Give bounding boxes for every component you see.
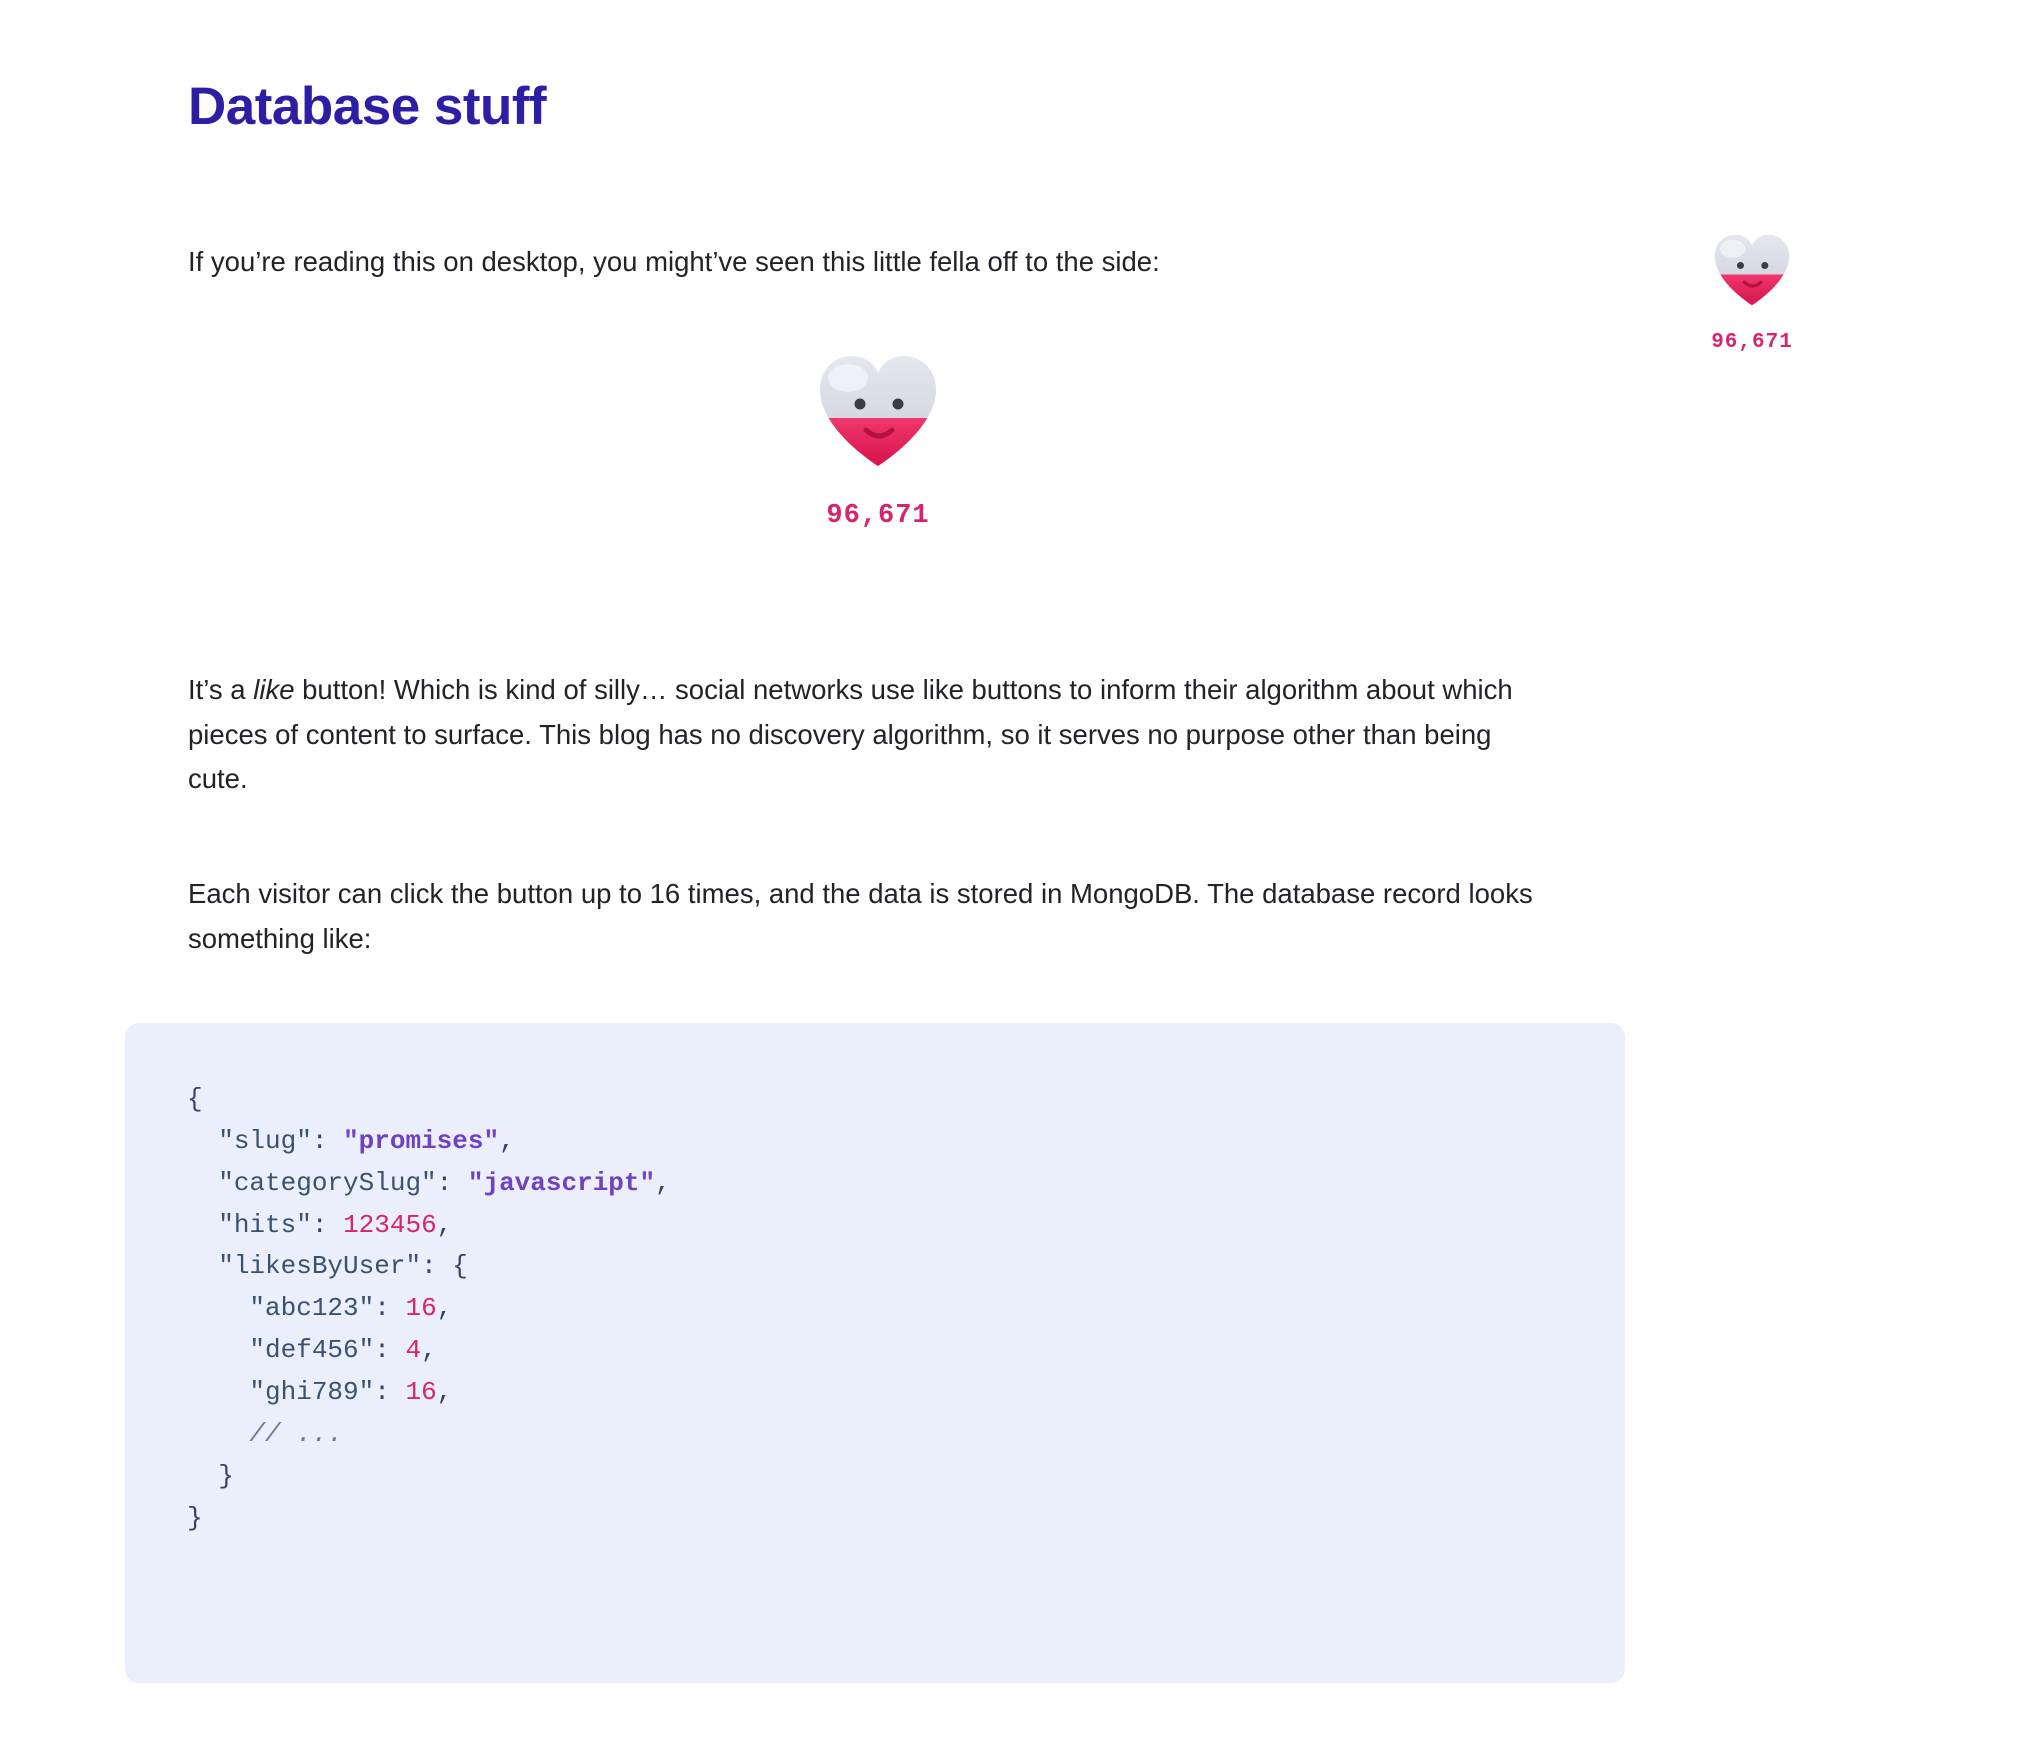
code-token-close-brace-inner: } [218,1460,234,1491]
like-count: 96,671 [826,501,930,531]
code-token-key-def456: "def456" [249,1335,375,1366]
code-line: "hits": 123456, [218,1209,453,1240]
code-token-value-def456: 4 [405,1335,422,1366]
page-title: Database stuff [188,77,547,136]
code-token-value-categoryslug: "javascript" [467,1167,656,1198]
code-token-key-ghi789: "ghi789" [249,1377,375,1408]
code-line: "categorySlug": "javascript", [218,1167,671,1198]
code-token-key-likesbyuser: "likesByUser" [218,1251,422,1282]
code-token-key-categoryslug: "categorySlug" [218,1167,437,1198]
code-line: "abc123": 16, [249,1293,453,1324]
code-token-value-hits: 123456 [343,1209,437,1240]
emphasis-like: like [253,674,295,705]
body-paragraph-like-button [188,668,1553,802]
code-line [187,1498,1563,1540]
intro-paragraph: If you’re reading this on desktop, you might’ve seen this little fella off to the side: [188,246,1160,277]
code-line: "ghi789": 16, [249,1377,453,1408]
code-token-value-ghi789: 16 [405,1377,437,1408]
heart-face-icon [1711,232,1793,313]
paragraph-text-prefix: It’s a [188,674,254,705]
code-line [187,1456,1563,1498]
body-paragraph-database: Each visitor can click the button up to 16 times, and the data is stored in MongoDB. The database record looks something like: [188,878,1533,954]
code-token-value-slug: "promises" [343,1125,500,1156]
code-token-key-hits: "hits" [218,1209,312,1240]
code-line: "slug": "promises", [218,1125,515,1156]
like-count-sidebar: 96,671 [1711,331,1793,354]
code-line [187,1414,1563,1456]
code-token-comment: // ... [249,1418,344,1449]
code-token-value-abc123: 16 [405,1293,437,1324]
like-button[interactable] [798,352,958,531]
like-button-sidebar[interactable] [1700,232,1804,354]
code-line: "def456": 4, [249,1335,437,1366]
code-token-key-abc123: "abc123" [249,1293,375,1324]
code-line: "likesByUser": { [218,1251,468,1282]
code-token-open-brace: { [187,1084,203,1114]
code-line [187,1079,1563,1121]
code-token-key-slug: "slug" [218,1125,312,1156]
code-block [125,1023,1625,1683]
heart-face-icon [814,352,942,475]
paragraph-text-rest: button! Which is kind of silly… social networks use like buttons to inform their algorithm about which pieces of content to surface. This blog has no discovery algorithm, so it serves no purpose other than being cute. [188,674,1513,795]
code-token-close-brace: } [187,1502,203,1533]
